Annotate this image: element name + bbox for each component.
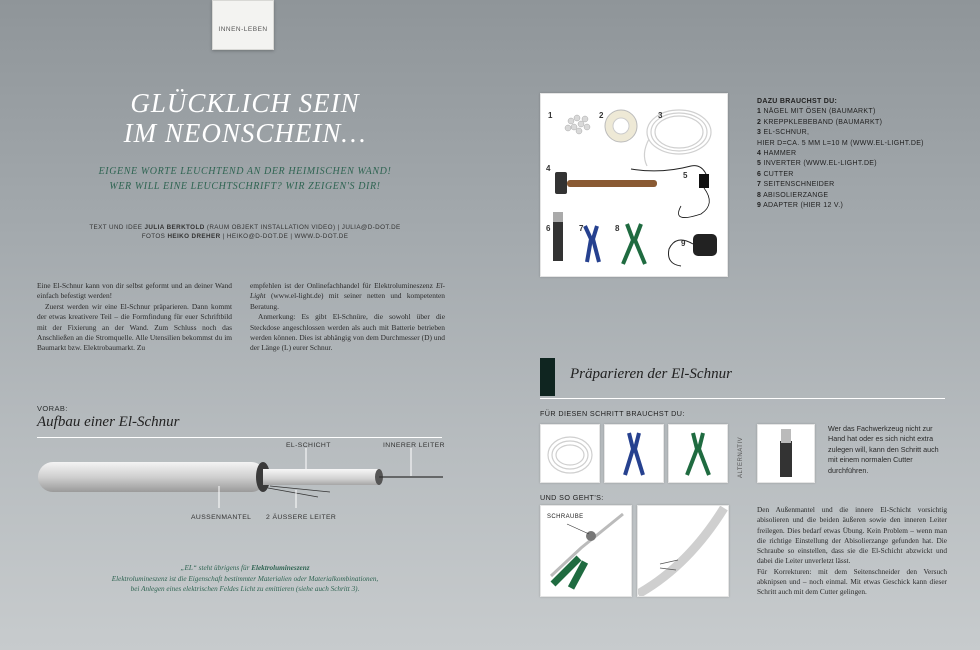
label-aussenmantel: AUSSENMANTEL — [191, 514, 252, 521]
label-aeussere-leiter: 2 ÄUSSERE LEITER — [266, 514, 337, 521]
materials-item: 7 SEITENSCHNEIDER — [757, 181, 835, 189]
label-innerer-leiter: INNERER LEITER — [383, 442, 445, 449]
section-tag: INNEN-LEBEN — [212, 0, 274, 50]
brand-name: El-Light — [250, 281, 445, 301]
schraube-label: SCHRAUBE — [547, 514, 584, 520]
materials-item: 6 CUTTER — [757, 170, 794, 178]
how-label: UND SO GEHT'S: — [540, 493, 604, 502]
subtitle-line-2: WER WILL EINE LEUCHTSCHRIFT? WIR ZEIGEN'S DIR! — [109, 181, 381, 192]
step-title: Präparieren der El-Schnur — [570, 366, 732, 382]
tool-number: 4 — [546, 164, 551, 173]
tool-number: 3 — [658, 111, 663, 120]
intro-paragraph: Anmerkung: Es gibt El-Schnüre, die sowohl über die Steckdose angeschlossen werden als auch mit Batterie betrieben werden können. Dies ist abhängig von dem Durchmesser (D) und der Länge (L) eurer Schnur. — [250, 312, 445, 353]
tool-number: 7 — [579, 224, 584, 233]
subtitle — [70, 164, 420, 194]
credits-photo-info: | HEIKO@D-DOT.DE | WWW.D-DOT.DE — [222, 233, 349, 240]
tool-number: 5 — [683, 171, 688, 180]
credits — [80, 223, 410, 241]
intro-paragraph: empfehlen ist der Onlinefachhandel für Elektrolumineszenz El-Light (www.el-light.de) mit seiner netten und kompetenten Beratung. — [250, 281, 445, 311]
note-term: Elektrolumineszenz — [251, 564, 310, 572]
outer-conductor-1 — [270, 486, 330, 492]
tool-number: 2 — [599, 111, 604, 120]
credits-author: JULIA BERKTOLD — [144, 224, 205, 231]
tool-number: 9 — [681, 239, 686, 248]
photo-cutter — [757, 424, 815, 483]
step-rule — [540, 398, 945, 399]
diagram-kicker: VORAB: — [37, 404, 68, 413]
outer-conductor-2 — [268, 488, 318, 497]
el-note: „EL“ steht übrigens für Elektrolumineszenz Elektrolumineszenz ist die Eigenschaft bestimmter Materialien oder Materialkombinationen, bei Anlegen eines elektrischen Feldes Licht zu emittieren (siehe auch Schritt 3). — [111, 564, 379, 593]
materials-item: 8 ABISOLIERZANGE — [757, 191, 829, 199]
materials-item: 2 KREPPKLEBEBAND (BAUMARKT) — [757, 118, 883, 126]
how-paragraph: Den Außenmantel und die innere El-Schicht vorsichtig abisolieren und die beiden äußeren sowie den inneren Leiter freilegen. Dies bedarf etwas Übung. Kein Problem – wenn man die richtige Einstellung der Abisolierzange gefunden hat. Die Schraube so einstellen, dass sie die El-Schicht abzwickt und dabei die Leiter unverletzt lässt. — [757, 505, 947, 566]
credits-photo-prefix: FOTOS — [141, 233, 166, 240]
subtitle-line-1: EIGENE WORTE LEUCHTEND AN DER HEIMISCHEN WAND! — [98, 166, 392, 177]
outer-sheath — [38, 462, 266, 492]
photo-side-cutter — [604, 424, 664, 483]
intro-column-2 — [250, 281, 445, 354]
photo-el-cord — [540, 424, 600, 483]
step-marker — [540, 358, 555, 396]
materials-item: 9 ADAPTER (HIER 12 V.) — [757, 202, 844, 210]
photo-stripping — [540, 505, 632, 597]
el-layer — [263, 469, 379, 485]
page-title — [60, 88, 430, 148]
materials-item: HIER D=CA. 5 MM L=10 M (WWW.EL-LIGHT.DE) — [757, 139, 924, 147]
needs-label: FÜR DIESEN SCHRITT BRAUCHST DU: — [540, 409, 685, 418]
intro-paragraph: Zuerst werden wir eine El-Schnur präparieren. Dann kommt der etwas kreativere Teil – die Formfindung für euer Schriftbild mit der Fixierung an der Wand. Zum Schluss noch das Anschließen an die Stromquelle. Alle Utensilien bekommst du im Baumarkt bzw. Elektrobaumarkt. Zu — [37, 301, 232, 353]
materials-heading: DAZU BRAUCHST DU: — [757, 98, 838, 105]
tools-photo — [540, 93, 728, 277]
alternative-text: Wer das Fachwerkzeug nicht zur Hand hat oder es sich nicht extra zulegen will, kann den Schritt auch mit einem normalen Cutter durchführen. — [828, 424, 939, 475]
intro-paragraph: Eine El-Schnur kann von dir selbst geformt und an deiner Wand einfach befestigt werden! — [37, 281, 232, 301]
tool-number: 1 — [548, 111, 553, 120]
materials-item: 1 NÄGEL MIT ÖSEN (BAUMARKT) — [757, 108, 876, 116]
intro-column-1 — [37, 281, 232, 354]
title-line-2: IM NEONSCHEIN… — [123, 118, 367, 148]
heading-rule — [37, 437, 442, 438]
tools-illustration — [541, 94, 727, 276]
credits-photographer: HEIKO DREHER — [167, 233, 221, 240]
how-paragraph: Für Korrekturen: mit dem Seitenschneider den Versuch abknipsen und – noch einmal. Mit etwas Geschick kann dieser Schritt auch mit dem Cutter gelingen. — [757, 566, 947, 597]
materials-item: 5 INVERTER (WWW.EL-LIGHT.DE) — [757, 160, 877, 168]
credits-text-prefix: TEXT UND IDEE — [89, 224, 143, 231]
alternativ-label: ALTERNATIV — [738, 436, 744, 478]
diagram-heading: Aufbau einer El-Schnur — [37, 414, 180, 430]
tool-number: 8 — [615, 224, 620, 233]
title-line-1: GLÜCKLICH SEIN — [130, 88, 360, 118]
credits-author-info: (RAUM OBJEKT INSTALLATION VIDEO) | JULIA@D-DOT.DE — [206, 224, 401, 231]
materials-item: 3 EL-SCHNUR, — [757, 129, 810, 137]
materials-list — [757, 97, 957, 211]
how-text — [757, 505, 947, 598]
label-el-schicht: EL-SCHICHT — [286, 442, 331, 449]
tool-number: 6 — [546, 224, 551, 233]
photo-wire-stripper — [668, 424, 728, 483]
materials-item: 4 HAMMER — [757, 150, 797, 158]
photo-stripped-cable — [637, 505, 729, 597]
